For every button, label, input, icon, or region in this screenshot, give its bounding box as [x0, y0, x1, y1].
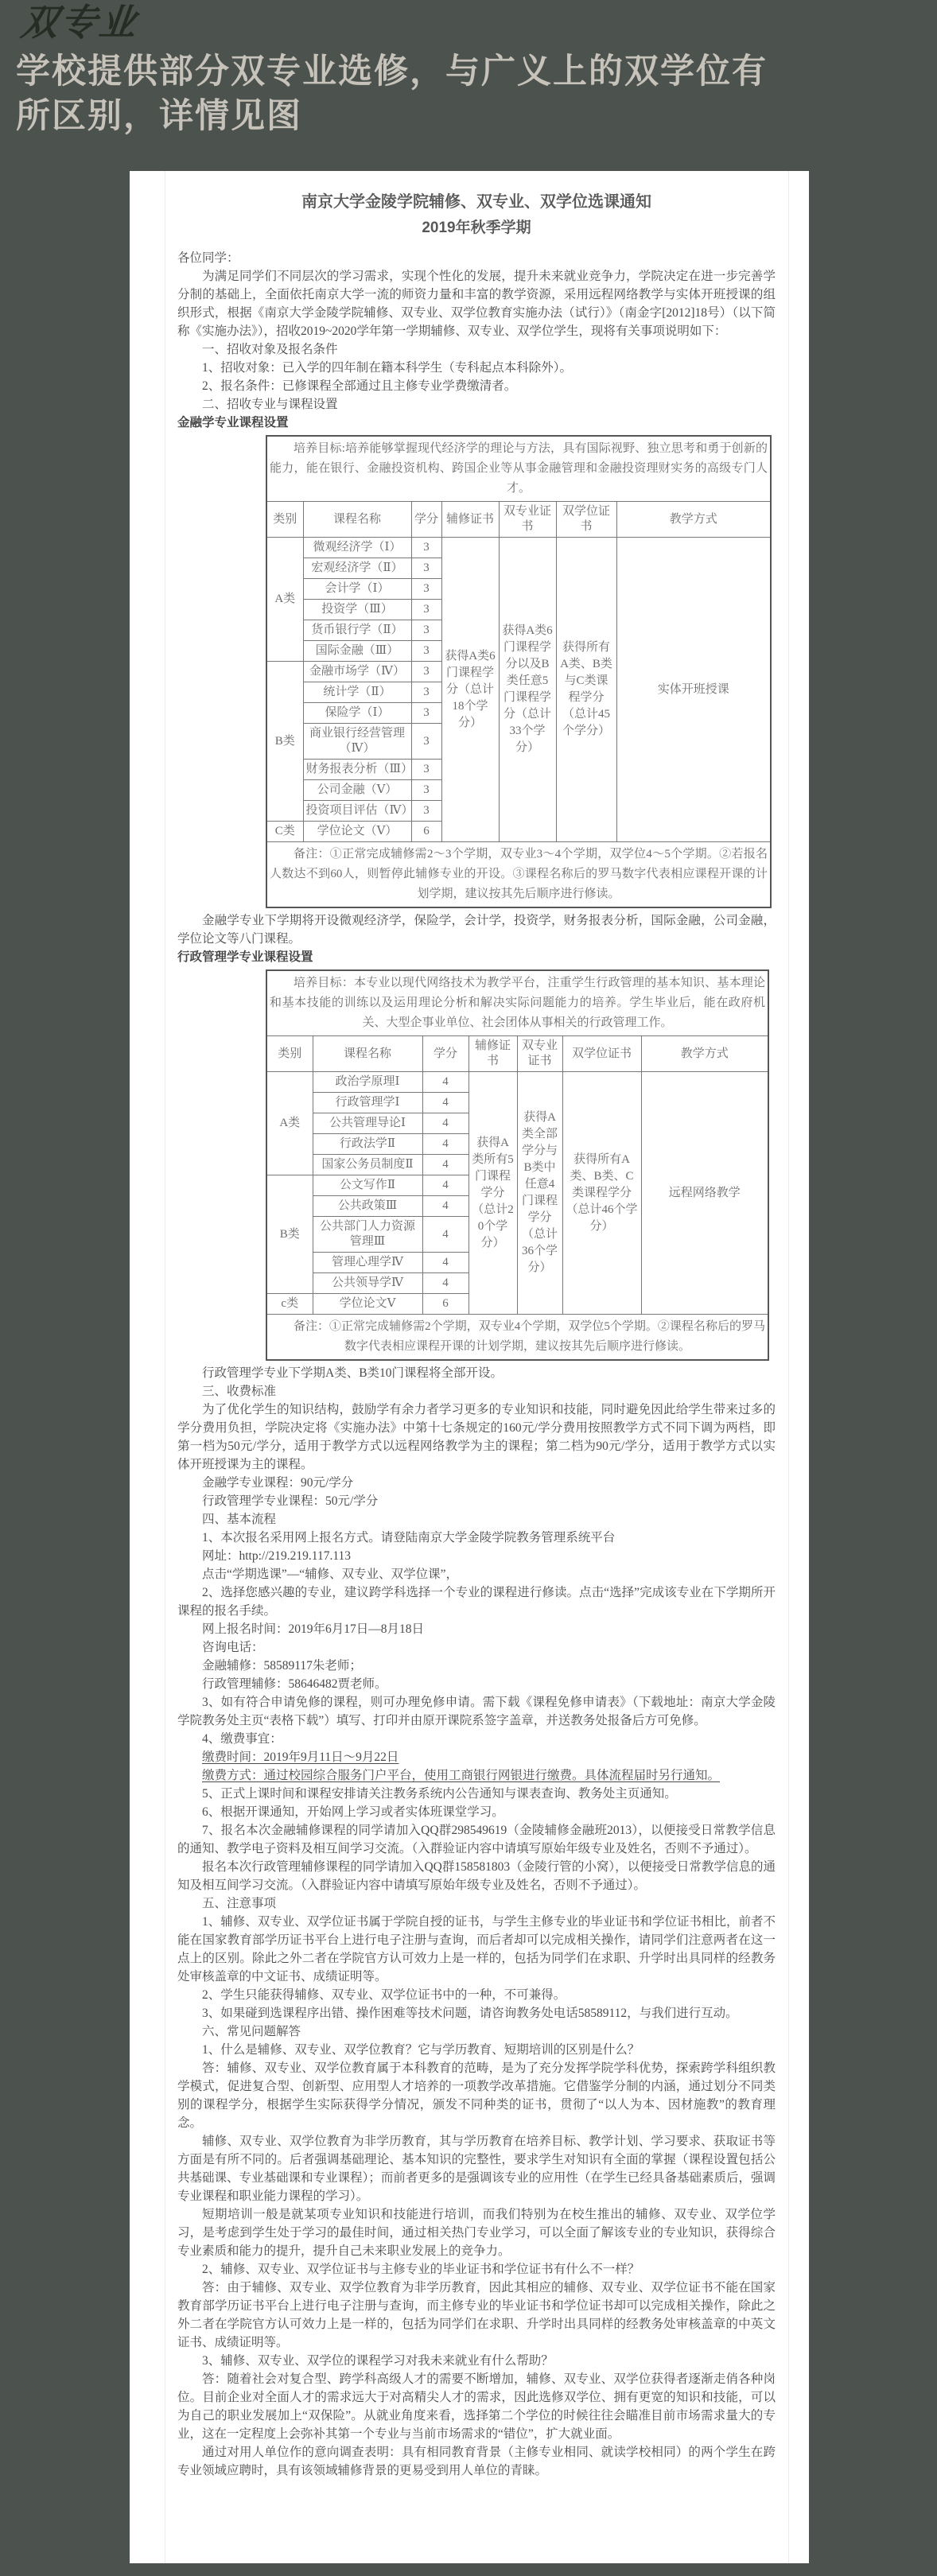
column-header-double-degree-certificate: 双学位证书 [562, 1036, 641, 1072]
course-cell: 投资学（Ⅲ） [303, 600, 411, 620]
credits-cell: 3 [411, 600, 441, 620]
doc-term: 2019年秋季学期 [422, 220, 531, 236]
credits-cell: 4 [422, 1093, 468, 1113]
column-header-teaching-method: 教学方式 [641, 1036, 768, 1072]
credits-cell: 3 [411, 724, 441, 760]
credits-cell: 4 [422, 1175, 468, 1196]
column-header-credits: 学分 [422, 1036, 468, 1072]
column-header-teaching-method: 教学方式 [616, 502, 771, 538]
credits-cell: 3 [411, 760, 441, 780]
annotation-subtitle-line-2: 所区别，详情见图 [16, 96, 302, 136]
paragraph: 3、如果碰到选课程序出错、操作困难等技术问题，请咨询教务处电话58589112，与我们进行互动。 [202, 2007, 738, 2020]
paragraph: 咨询电话： [202, 1641, 264, 1654]
credits-cell: 4 [422, 1134, 468, 1155]
paragraph: 各位同学： [177, 251, 239, 265]
paragraph: 答：辅修、双专业、双学位教育属于本科教育的范畴，是为了充分发挥学院学科优势，探索跨学科组织教学模式，促进复合型、创新型、应用型人才培养的一项教学改革措施。它借鉴学分制的内涵，通过划分不同类别的课程学分，根据学生实际获得学分情况，颁发不同种类的证书，贯彻了“以人为本、因材施教”的教育理念。 [177, 2061, 776, 2130]
paragraph: 2、辅修、双专业、双学位证书与主修专业的毕业证书和学位证书有什么不一样？ [202, 2263, 640, 2276]
table-caption: 金融学专业课程设置 [177, 416, 289, 429]
paragraph: 一、招收对象及报名条件 [202, 343, 338, 356]
paragraph: 五、注意事项 [202, 1897, 277, 1910]
doc-content [177, 188, 776, 2480]
credits-cell: 4 [422, 1253, 468, 1273]
course-cell: 公文写作Ⅱ [313, 1175, 422, 1196]
course-cell: 国家公务员制度Ⅱ [313, 1155, 422, 1175]
paragraph: 为了优化学生的知识结构，鼓励学有余力者学习更多的专业知识和技能，同时避免因此给学生带来过多的学分费用负担，学院决定将《实施办法》中第十七条规定的160元/学分费用按照教学方式不同下调为两档，即第一档为50元/学分，适用于教学方式以远程网络教学为主的课程；第二档为90元/学分，适用于教学方式以实体开班授课为主的课程。 [177, 1403, 776, 1471]
minor-requirement-cell: 获得A类6门课程学分（总计18个学分） [441, 538, 499, 842]
paragraph: 6、根据开课通知，开始网上学习或者实体班课堂学习。 [202, 1805, 504, 1819]
column-header-double-major-certificate: 双专业证书 [499, 502, 556, 538]
course-cell: 公共政策Ⅲ [313, 1196, 422, 1217]
paragraph: 二、招收专业与课程设置 [202, 398, 338, 411]
category-cell: A类 [266, 538, 303, 662]
annotation-header [16, 2, 907, 138]
paragraph: 4、缴费事宜： [202, 1732, 282, 1746]
column-header-category: 类别 [266, 502, 303, 538]
paragraph: 行政管理学专业下学期A类、B类10门课程将全部开设。 [202, 1366, 503, 1380]
course-cell: 公共部门人力资源管理Ⅲ [313, 1217, 422, 1253]
column-header-course-name: 课程名称 [313, 1036, 422, 1072]
paragraph: 网址：http://219.219.117.113 [202, 1549, 352, 1563]
credits-cell: 3 [411, 579, 441, 600]
credits-cell: 4 [422, 1217, 468, 1253]
credits-cell: 3 [411, 620, 441, 641]
category-cell: c类 [266, 1294, 313, 1315]
paragraph: 六、常见问题解答 [202, 2025, 301, 2038]
teaching-method-cell: 远程网络教学 [641, 1072, 768, 1315]
page-right-rule [788, 171, 789, 2563]
course-cell: 行政管理学Ⅰ [313, 1093, 422, 1113]
paragraph: 2、学生只能获得辅修、双专业、双学位证书中的一种，不可兼得。 [202, 1988, 566, 2002]
table-caption: 行政管理学专业课程设置 [177, 950, 313, 964]
course-cell: 公司金融（Ⅴ） [303, 780, 411, 801]
course-cell: 财务报表分析（Ⅲ） [303, 760, 411, 780]
paragraph: 3、辅修、双专业、双学位的课程学习对我未来就业有什么帮助？ [202, 2354, 554, 2368]
credits-cell: 4 [422, 1196, 468, 1217]
paragraph: 1、本次报名采用网上报名方式。请登陆南京大学金陵学院教务管理系统平台 [202, 1531, 616, 1544]
double-degree-requirement-cell: 获得所有A类、B类、C类课程学分（总计46个学分） [562, 1072, 641, 1315]
category-cell: B类 [266, 662, 303, 822]
column-header-minor-certificate: 辅修证书 [441, 502, 499, 538]
paragraph: 三、收费标准 [202, 1385, 277, 1398]
credits-cell: 3 [411, 558, 441, 579]
course-cell: 国际金融（Ⅲ） [303, 641, 411, 662]
paragraph: 答：由于辅修、双专业、双学位教育为非学历教育，因此其相应的辅修、双专业、双学位证书不能在国家教育部学历证书平台上进行电子注册与查询，而主修专业的毕业证书和学位证书却可以完成相关操作，除此之外二者在学院官方认可效力上是一样的，包括为同学们在求职、升学时出具同样的经教务处审核盖章的中英文证书、成绩证明等。 [177, 2281, 776, 2349]
course-cell: 学位论文（Ⅴ） [303, 822, 411, 842]
category-cell: B类 [266, 1175, 313, 1294]
paragraph: 点击“学期选课”—“辅修、双专业、双学位课”， [202, 1568, 459, 1581]
annotation-subtitle [16, 49, 907, 138]
paragraph: 网上报名时间：2019年6月17日—8月18日 [202, 1622, 425, 1636]
double-major-requirement-cell: 获得A类全部学分与B类中任意4门课程学分（总计36个学分） [517, 1072, 562, 1315]
credits-cell: 3 [411, 641, 441, 662]
annotation-title: 双专业 [18, 1, 141, 44]
column-header-course-name: 课程名称 [303, 502, 411, 538]
double-degree-requirement-cell: 获得所有A类、B类与C类课程学分（总计45个学分） [556, 538, 616, 842]
course-cell: 货币银行学（Ⅱ） [303, 620, 411, 641]
category-cell: A类 [266, 1072, 313, 1175]
training-goal-cell: 培养目标:培养能够掌握现代经济学的理论与方法，具有国际视野、独立思考和勇于创新的能力，能在银行、金融投资机构、跨国企业等从事金融管理和金融投资理财实务的高级专门人才。 [266, 436, 771, 502]
credits-cell: 4 [422, 1155, 468, 1175]
course-cell: 金融市场学（Ⅳ） [303, 662, 411, 682]
column-header-minor-certificate: 辅修证书 [468, 1036, 517, 1072]
minor-requirement-cell: 获得A类所有5门课程学分（总计20个学分） [468, 1072, 517, 1315]
paragraph: 行政管理学专业课程：50元/学分 [202, 1494, 379, 1508]
column-header-double-degree-certificate: 双学位证书 [556, 502, 616, 538]
paragraph: 缴费时间：2019年9月11日～9月22日 [202, 1750, 399, 1764]
course-table [266, 435, 772, 908]
double-major-requirement-cell: 获得A类6门课程学分以及B类任意5门课程学分（总计33个学分） [499, 538, 556, 842]
paragraph: 为满足同学们不同层次的学习需求，实现个性化的发展，提升未来就业竞争力，学院决定在进一步完善学分制的基础上，全面依托南京大学一流的师资力量和丰富的教学资源，采用远程网络教学与实体开班授课的组织形式，根据《南京大学金陵学院辅修、双专业、双学位教育实施办法（试行）》（南金字[2012]18号）（以下简称《实施办法》），招收2019~2020学年第一学期辅修、双专业、双学位学生，现将有关事项说明如下： [177, 270, 776, 338]
paragraph: 1、辅修、双专业、双学位证书属于学院自授的证书，与学生主修专业的毕业证书和学位证书相比，前者不能在国家教育部学历证书平台上进行电子注册与查询，而后者却可以完成相关操作，请同学们注意两者在这一点上的区别。除此之外二者在学院官方认可效力上是一样的，包括为同学们在求职、升学时出具同样的经教务处审核盖章的中文证书、成绩证明等。 [177, 1915, 776, 1983]
paragraph: 金融辅修：58589117朱老师； [202, 1659, 362, 1673]
course-cell: 统计学（Ⅱ） [303, 682, 411, 703]
paragraph: 答：随着社会对复合型、跨学科高级人才的需要不断增加，辅修、双专业、双学位获得者逐渐走俏各种岗位。目前企业对全面人才的需求远大于对高精尖人才的需求，因此选修双学位、拥有更宽的知识和技能，可以为自己的职业发展加上“双保险”。从就业角度来看，选择第二个学位的时候往往会瞄准目前市场需求量大的专业，这在一定程度上会弥补其第一个专业与当前市场需求的“错位”，扩大就业面。 [177, 2372, 776, 2441]
course-cell: 管理心理学Ⅳ [313, 1253, 422, 1273]
paragraph: 缴费方式：通过校园综合服务门户平台，使用工商银行网银进行缴费。具体流程届时另行通知。 [202, 1769, 721, 1782]
column-header-double-major-certificate: 双专业证书 [517, 1036, 562, 1072]
paragraph: 1、招收对象：已入学的四年制在籍本科学生（专科起点本科除外）。 [202, 361, 573, 375]
paragraph: 1、什么是辅修、双专业、双学位教育？它与学历教育、短期培训的区别是什么？ [202, 2043, 640, 2057]
course-cell: 学位论文Ⅴ [313, 1294, 422, 1315]
doc-title: 南京大学金陵学院辅修、双专业、双学位选课通知 [301, 193, 651, 211]
paragraph: 7、报名本次金融辅修课程的同学请加入QQ群298549619（金陵辅修金融班2013），以便接受日常教学信息的通知、教学电子资料及相互间学习交流。（入群验证内容中请填写原始年级专业及姓名，否则不予通过）。 [177, 1824, 776, 1855]
credits-cell: 3 [411, 538, 441, 558]
paragraph: 2、选择您感兴趣的专业，建议跨学科选择一个专业的课程进行修读。点击“选择”完成该专业在下学期所开课程的报名手续。 [177, 1586, 776, 1618]
credits-cell: 3 [411, 682, 441, 703]
course-cell: 会计学（Ⅰ） [303, 579, 411, 600]
credits-cell: 3 [411, 703, 441, 724]
paragraph: 辅修、双专业、双学位教育为非学历教育，其与学历教育在培养目标、教学计划、学习要求、获取证书等方面是有所不同的。后者强调基础理论、基本知识的完整性，要求学生对知识有全面的掌握（课程设置包括公共基础课、专业基础课和专业课程）；而前者更多的是强调该专业的应用性（在学生已经具备基础素质后，强调专业课程和职业能力课程的学习）。 [177, 2135, 776, 2203]
credits-cell: 4 [422, 1273, 468, 1294]
table-note-cell: 备注：①正常完成辅修需2～3个学期，双专业3～4个学期，双学位4～5个学期。②若报名人数达不到60人，则暂停此辅修专业的开设。③课程名称后的罗马数字代表相应课程开课的计划学期，建议按其先后顺序进行修读。 [266, 842, 771, 908]
column-header-credits: 学分 [411, 502, 441, 538]
training-goal-cell: 培养目标：本专业以现代网络技术为教学平台，注重学生行政管理的基本知识、基本理论和基本技能的训练以及运用理论分析和解决实际问题能力的培养。学生毕业后，能在政府机关、大型企事业单位、社会团体从事相关的行政管理工作。 [266, 970, 768, 1036]
paragraph: 金融学专业课程：90元/学分 [202, 1476, 354, 1490]
credits-cell: 6 [422, 1294, 468, 1315]
credits-cell: 4 [422, 1072, 468, 1093]
paragraph: 短期培训一般是就某项专业知识和技能进行培训，而我们特别为在校生推出的辅修、双专业、双学位学习，是考虑到学生处于学习的最佳时间，通过相关热门专业学习，可以全面了解该专业的专业知识，获得综合专业素质和能力的提升，提升自己未来职业发展上的竞争力。 [177, 2208, 776, 2258]
course-cell: 微观经济学（Ⅰ） [303, 538, 411, 558]
credits-cell: 3 [411, 801, 441, 822]
paragraph: 金融学专业下学期将开设微观经济学，保险学，会计学，投资学，财务报表分析，国际金融，公司金融，学位论文等八门课程。 [177, 914, 776, 946]
paragraph: 报名本次行政管理辅修课程的同学请加入QQ群158581803（金陵行管的小窝），以便接受日常教学信息的通知及相互间学习交流。（入群验证内容中请填写原始年级专业及姓名，否则不予通过）。 [177, 1860, 776, 1892]
course-cell: 宏观经济学（Ⅱ） [303, 558, 411, 579]
course-cell: 公共管理导论Ⅰ [313, 1113, 422, 1134]
paragraph: 行政管理辅修：58646482贾老师。 [202, 1677, 387, 1691]
course-cell: 行政法学Ⅱ [313, 1134, 422, 1155]
credits-cell: 4 [422, 1113, 468, 1134]
course-cell: 保险学（Ⅰ） [303, 703, 411, 724]
paragraph: 3、如有符合申请免修的课程，则可办理免修申请。需下载《课程免修申请表》（下载地址：南京大学金陵学院教务处主页“表格下载”）填写、打印并由原开课院系签字盖章，并送教务处报备后方可免修。 [177, 1696, 776, 1727]
notice-document-page [130, 171, 809, 2563]
annotation-subtitle-line-1: 学校提供部分双专业选修，与广义上的双学位有 [16, 52, 768, 91]
credits-cell: 6 [411, 822, 441, 842]
teaching-method-cell: 实体开班授课 [616, 538, 771, 842]
course-cell: 商业银行经营管理（Ⅳ） [303, 724, 411, 760]
course-cell: 政治学原理Ⅰ [313, 1072, 422, 1093]
course-cell: 公共领导学Ⅳ [313, 1273, 422, 1294]
course-cell: 投资项目评估（Ⅳ） [303, 801, 411, 822]
paragraph: 2、报名条件：已修课程全部通过且主修专业学费缴清者。 [202, 379, 517, 393]
paragraph: 通过对用人单位作的意向调查表明：具有相同教育背景（主修专业相同、就读学校相同）的两个学生在跨专业领域应聘时，具有该领域辅修背景的更易受到用人单位的青睐。 [177, 2446, 776, 2477]
course-table [266, 969, 769, 1361]
credits-cell: 3 [411, 780, 441, 801]
credits-cell: 3 [411, 662, 441, 682]
paragraph: 四、基本流程 [202, 1513, 277, 1526]
column-header-category: 类别 [266, 1036, 313, 1072]
category-cell: C类 [266, 822, 303, 842]
paragraph: 5、正式上课时间和课程安排请关注教务系统内公告通知与课表查询、教务处主页通知。 [202, 1787, 677, 1801]
table-note-cell: 备注：①正常完成辅修需2个学期，双专业4个学期，双学位5个学期。②课程名称后的罗马数字代表相应课程开课的计划学期，建议按其先后顺序进行修读。 [266, 1315, 768, 1361]
